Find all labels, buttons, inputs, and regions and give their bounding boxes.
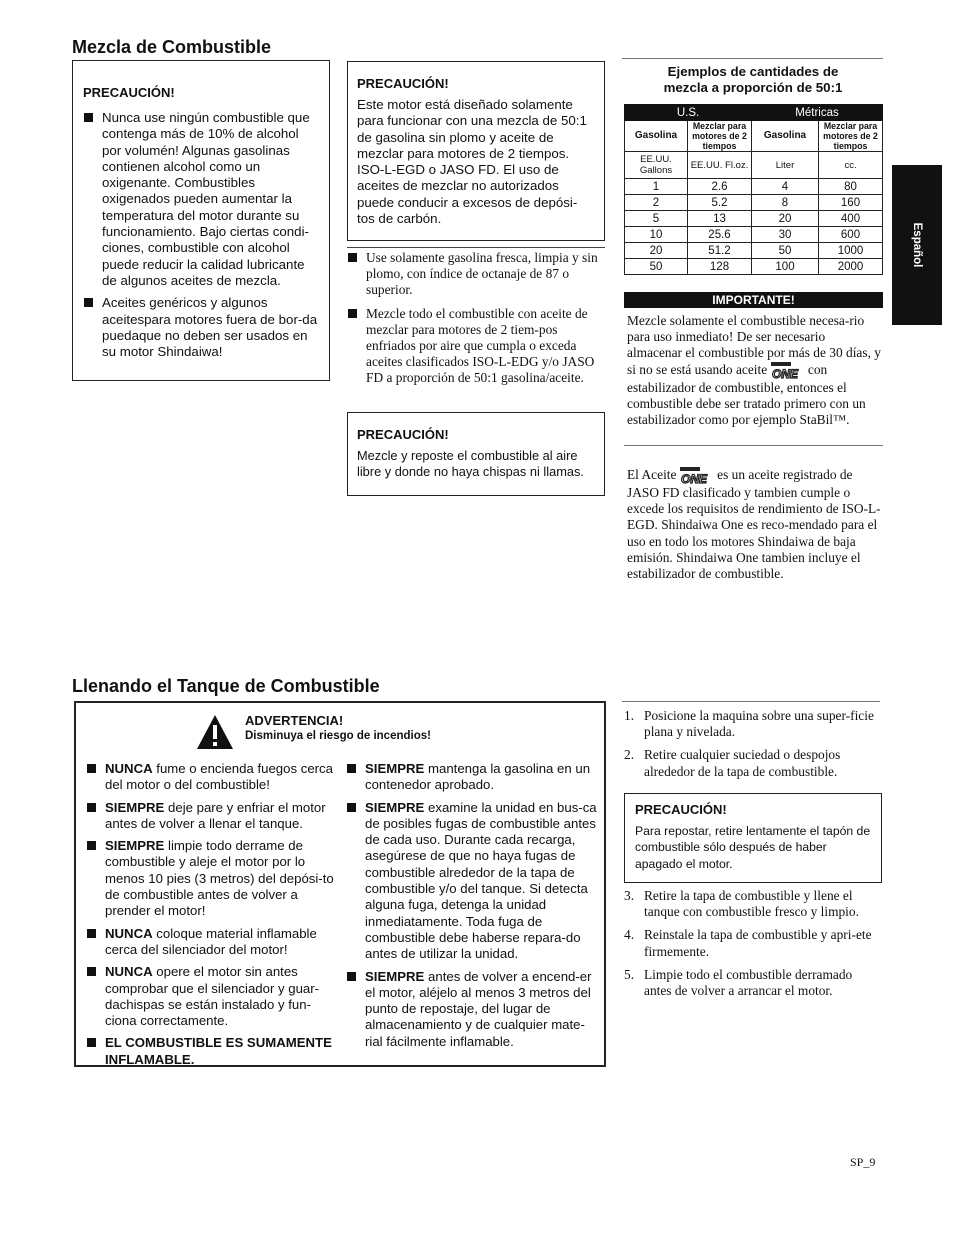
step-item xyxy=(624,708,880,740)
table-cell: 51.2 xyxy=(688,243,752,259)
table-body xyxy=(625,179,883,275)
steps-list-1 xyxy=(624,708,880,787)
table-cell: 20 xyxy=(625,243,688,259)
table-cell: 50 xyxy=(752,243,819,259)
step-number: 2. xyxy=(624,747,635,763)
warning-item xyxy=(86,1035,338,1068)
group-metric: Métricas xyxy=(752,105,883,121)
table-cell: 100 xyxy=(752,259,819,275)
table-column-header xyxy=(625,121,883,152)
step-item xyxy=(624,927,880,959)
page-number: SP_9 xyxy=(850,1155,876,1169)
svg-text:ONE: ONE xyxy=(771,366,798,380)
caution-title: PRECAUCIÓN! xyxy=(635,802,727,817)
steps-list-2 xyxy=(624,888,880,1006)
list-item: Mezcle todo el combustible con aceite de mezclar para motores de 2 tiem-pos enfriados por aire que cumpla o exceda aceites clasificados ISO-L-EDG y/o JASO FD a proporción de 50:1 gasolina/aceite. xyxy=(347,306,603,387)
warning-item-text: coloque material inflamable cerca del silenciador del motor! xyxy=(105,925,317,957)
caution-item: Aceites genéricos y algunos aceitespara motores fuera de bor-da puedaque no deben ser usados en su motor Shindaiwa! xyxy=(83,295,319,360)
important-bar: IMPORTANTE! xyxy=(624,292,883,308)
unit-cc: cc. xyxy=(819,152,883,179)
warning-triangle-icon xyxy=(196,714,234,750)
step-text: Retire la tapa de combustible y llene el tanque con combustible fresco y limpio. xyxy=(644,888,859,920)
step-item xyxy=(624,888,880,920)
shindaiwa-one-logo-icon xyxy=(680,467,714,485)
oil-note-part: El Aceite xyxy=(627,467,677,483)
table-cell: 600 xyxy=(819,227,883,243)
caution-title: PRECAUCIÓN! xyxy=(357,427,449,442)
warning-item xyxy=(86,800,338,833)
table-cell: 20 xyxy=(752,211,819,227)
warning-item xyxy=(346,800,598,963)
col-gasoline: Gasolina xyxy=(625,121,688,152)
caution-list xyxy=(83,110,319,360)
step-number: 5. xyxy=(624,966,635,982)
shindaiwa-one-logo xyxy=(680,467,714,485)
table-group-header xyxy=(625,105,883,121)
step-text: Posicione la maquina sobre una super-ficie plana y nivelada. xyxy=(644,708,874,740)
language-tab-label: Español xyxy=(911,222,923,268)
table-cell: 50 xyxy=(625,259,688,275)
warning-item xyxy=(86,964,338,1029)
table-title-line: mezcla a proporción de 50:1 xyxy=(663,80,843,95)
warning-item-text: limpie todo derrame de combustible y aleje el motor por lo menos 10 pies (3 metros) del depósi-to de combustible antes de volver a prender el motor! xyxy=(105,838,334,919)
table-cell: 10 xyxy=(625,227,688,243)
section-heading-fill-tank: Llenando el Tanque de Combustible xyxy=(72,676,380,696)
caution-box-alcohol xyxy=(72,60,330,381)
col-mix-oil: Mezclar para motores de 2 tiempos xyxy=(688,121,752,152)
caution-text: Para repostar, retire lentamente el tapón de combustible sólo después de haber apagado el motor. xyxy=(635,824,871,871)
oil-note-part: es un aceite registrado de JASO FD clasificado y tambien cumple o excede los requisitos de rendimiento de ISO-L-EGD. Shindaiwa One es reco-mendado para el uso en todo los motores Shindaiwa de baja emisión. Shindaiwa One tambien incluye el estabilizador de combustible. xyxy=(627,467,881,582)
col-mix-oil: Mezclar para motores de 2 tiempos xyxy=(819,121,883,152)
table-cell: 25.6 xyxy=(688,227,752,243)
warning-box-fire xyxy=(74,701,606,1067)
list-item: Use solamente gasolina fresca, limpia y sin plomo, con índice de octanaje de 87 o superior. xyxy=(347,250,603,299)
warning-item xyxy=(86,838,338,919)
warning-item-text: opere el motor sin antes comprobar que el silenciador y guar-dachispas se están instalado y fun-ciona correctamente. xyxy=(105,964,320,1029)
important-text-part: con estabilizador de combustible, entonces el combustible debe ser tratado primero con un estabilizador como por ejemplo StaBil™. xyxy=(627,361,866,428)
table-cell: 2000 xyxy=(819,259,883,275)
table-cell: 5.2 xyxy=(688,195,752,211)
caution-box-open-air xyxy=(347,412,605,496)
divider xyxy=(622,701,880,702)
caution-box-refuel xyxy=(624,793,882,883)
warning-item-keyword: SIEMPRE xyxy=(365,968,425,984)
table-cell: 1 xyxy=(625,179,688,195)
warning-list-left xyxy=(86,761,338,1074)
warning-item-text: antes de volver a encend-er el motor, aléjelo al menos 3 metros del punto de repostaje, del lugar de almacenamiento y de cualquier mate-rial fácilmente inflamable. xyxy=(365,968,592,1049)
important-text xyxy=(627,313,883,428)
oil-note xyxy=(627,467,883,582)
table-row xyxy=(625,179,883,195)
table-cell: 8 xyxy=(752,195,819,211)
table-row xyxy=(625,195,883,211)
table-cell: 128 xyxy=(688,259,752,275)
shindaiwa-one-logo-icon xyxy=(771,362,805,380)
unit-us-floz: EE.UU. Fl.oz. xyxy=(688,152,752,179)
warning-subtitle: Disminuya el riesgo de incendios! xyxy=(245,730,431,742)
step-text: Limpie todo el combustible derramado antes de volver a arrancar el motor. xyxy=(644,966,853,999)
warning-item xyxy=(86,761,338,794)
table-row xyxy=(625,243,883,259)
warning-item-keyword: EL COMBUSTIBLE ES SUMAMENTE INFLAMABLE. xyxy=(105,1035,332,1067)
group-us: U.S. xyxy=(625,105,752,121)
table-units-row xyxy=(625,152,883,179)
step-number: 4. xyxy=(624,927,635,943)
warning-item xyxy=(86,926,338,959)
table-cell: 400 xyxy=(819,211,883,227)
language-tab xyxy=(892,165,942,325)
caution-title: PRECAUCIÓN! xyxy=(357,76,449,91)
table-row xyxy=(625,211,883,227)
unit-us-gallons: EE.UU. Gallons xyxy=(625,152,688,179)
warning-list-right xyxy=(346,761,598,1056)
shindaiwa-one-logo xyxy=(771,362,805,380)
caution-item: Nunca use ningún combustible que contenga más de 10% de alcohol por volumén! Algunas gasolinas contienen alcohol como un oxigenante. Combustibles oxigenados pueden aumentar la temperatura del motor durante su funcionamiento. Bajo ciertas condi-ciones, combustible con alcohol puede reducir la calidad lubricante de algunos aceites de mezcla. xyxy=(83,110,319,289)
table-cell: 13 xyxy=(688,211,752,227)
table-cell: 1000 xyxy=(819,243,883,259)
table-row xyxy=(625,259,883,275)
warning-item-text: mantenga la gasolina en un contenedor aprobado. xyxy=(365,761,591,793)
table-cell: 2 xyxy=(625,195,688,211)
warning-item-keyword: SIEMPRE xyxy=(105,838,165,854)
caution-box-engine-design xyxy=(347,61,605,241)
warning-item-keyword: SIEMPRE xyxy=(365,799,425,815)
table-row xyxy=(625,227,883,243)
divider xyxy=(622,58,883,59)
warning-item-text: examine la unidad en bus-ca de posibles fugas de combustible antes de cada uso. Durante cada recarga, asegúrese de que no haya fugas de combustible alrededor de la tapa de combustible y/o del tanque. Si detecta alguna fuga, detenga la unidad inmediatamente. Toda fuga de combustible debe haberse repara-do antes de utilizar la unidad. xyxy=(365,799,597,962)
warning-item-keyword: NUNCA xyxy=(105,964,153,980)
table-cell: 80 xyxy=(819,179,883,195)
table-cell: 30 xyxy=(752,227,819,243)
warning-item-text: fume o encienda fuegos cerca del motor o del combustible! xyxy=(105,761,333,793)
warning-item-text: deje pare y enfriar el motor antes de volver a llenar el tanque. xyxy=(105,799,326,831)
table-cell: 2.6 xyxy=(688,179,752,195)
caution-text: Mezcle y reposte el combustible al aire libre y donde no haya chispas ni llamas. xyxy=(357,448,584,479)
table-cell: 5 xyxy=(625,211,688,227)
step-item xyxy=(624,747,880,779)
step-text: Retire cualquier suciedad o despojos alrededor de la tapa de combustible. xyxy=(644,747,841,779)
warning-title: ADVERTENCIA! xyxy=(245,713,344,728)
table-cell: 4 xyxy=(752,179,819,195)
warning-item-keyword: SIEMPRE xyxy=(105,799,165,815)
section-heading-fuel-mix: Mezcla de Combustible xyxy=(72,37,272,57)
table-title xyxy=(624,64,882,96)
step-text: Reinstale la tapa de combustible y apri-ete firmemente. xyxy=(644,927,872,959)
warning-item-keyword: NUNCA xyxy=(105,761,153,776)
warning-item-keyword: NUNCA xyxy=(105,925,153,941)
step-number: 3. xyxy=(624,888,635,903)
divider xyxy=(624,445,883,446)
warning-item xyxy=(346,761,598,794)
svg-text:ONE: ONE xyxy=(680,472,707,485)
step-number: 1. xyxy=(624,708,635,723)
col-gasoline: Gasolina xyxy=(752,121,819,152)
step-item xyxy=(624,967,880,999)
mix-ratio-table xyxy=(624,104,883,275)
important-text-part: Mezcle solamente el combustible necesa-rio para uso inmediato! De ser necesario almacenar el combustible por más de 30 días, y si no se está usando aceite xyxy=(627,313,881,377)
caution-title: PRECAUCIÓN! xyxy=(83,85,175,100)
divider xyxy=(347,247,605,248)
warning-item xyxy=(346,969,598,1050)
table-cell: 160 xyxy=(819,195,883,211)
fuel-requirements-list xyxy=(347,250,603,393)
table-title-line: Ejemplos de cantidades de xyxy=(667,64,839,79)
caution-text: Este motor está diseñado solamente para funcionar con una mezcla de 50:1 de gasolina sin plomo y aceite de mezclar para motores de 2 tiempos. ISO-L-EGD o JASO FD. El uso de aceites de mezclar no autorizados puede conducir a excesos de depósi-tos de carbón. xyxy=(357,97,587,227)
unit-liter: Liter xyxy=(752,152,819,179)
warning-item-keyword: SIEMPRE xyxy=(365,761,425,776)
